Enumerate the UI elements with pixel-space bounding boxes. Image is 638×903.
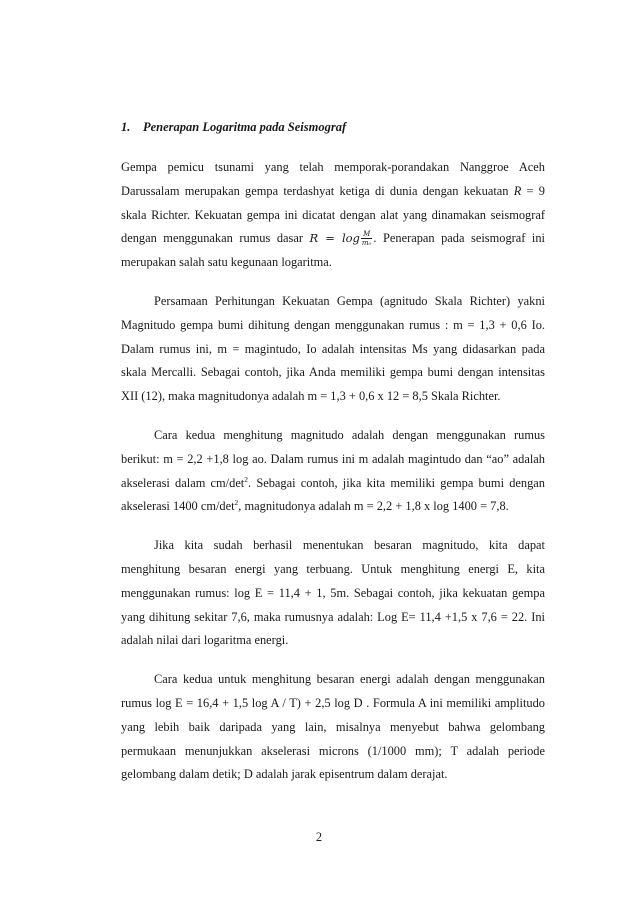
- superscript-1: 2: [244, 474, 249, 484]
- paragraph-3-text-b: . Sebagai contoh, jika kita memiliki gempa bumi dengan akselerasi 1400 cm/det: [121, 475, 545, 514]
- paragraph-4: Jika kita sudah berhasil menentukan besaran magnitudo, kita dapat menghitung besaran energi yang terbuang. Untuk menghitung energi E, kita menggunakan rumus: log E = 11,4 + 1, 5m. Sebagai contoh, jika kekuatan gempa yang dihitung sekitar 7,6, maka rumusnya adalah: Log E= 11,4 +1,5 x 7,6 = 22. Ini adalah nilai dari logaritma energi.: [121, 538, 545, 648]
- section-heading: [121, 118, 545, 136]
- fraction-numerator: M: [361, 230, 372, 239]
- page-number: 2: [315, 830, 323, 844]
- formula-lhs: R = log: [309, 231, 360, 246]
- paragraph-1-text-a: Gempa pemicu tsunami yang telah memporak-porandakan Nanggroe Aceh Darussalam merupakan gempa terdashyat ketiga di dunia dengan kekuatan: [121, 160, 545, 198]
- paragraph-1-text-b: = 9 skala Richter. Kekuatan gempa ini dicatat dengan alat yang dinamakan seismograf dengan menggunakan rumus dasar: [121, 183, 545, 246]
- formula-fraction: [361, 230, 372, 247]
- paragraph-1: [121, 156, 545, 275]
- variable-r: R: [513, 183, 522, 198]
- paragraph-3-text-a: Cara kedua menghitung magnitudo adalah dengan menggunakan rumus berikut: m = 2,2 +1,8 log ao. Dalam rumus ini m adalah magintudo dan “ao” adalah akselerasi dalam cm/det: [121, 427, 545, 490]
- paragraph-2: Persamaan Perhitungan Kekuatan Gempa (agnitudo Skala Richter) yakni Magnitudo gempa bumi dihitung dengan menggunakan rumus : m = 1,3 + 0,6 Io. Dalam rumus ini, m = magintudo, Io adalah intensitas Ms yang didasarkan pada skala Mercalli. Sebagai contoh, jika Anda memiliki gempa bumi dengan intensitas XII (12), maka magnitudonya adalah m = 1,3 + 0,6 x 12 = 8,5 Skala Richter.: [121, 293, 545, 404]
- richter-formula: [310, 231, 374, 245]
- section-number: 1.: [121, 120, 131, 134]
- paragraph-3-text-c: , magnitudonya adalah m = 2,2 + 1,8 x log 1400 = 7,8.: [238, 499, 509, 514]
- paragraph-3: [121, 424, 545, 519]
- paragraph-1-text-c: . Penerapan pada seismograf ini merupakan salah satu kegunaan logaritma.: [121, 231, 545, 270]
- page-content: [121, 118, 545, 787]
- fraction-denominator: m₀: [361, 238, 372, 247]
- section-title: Penerapan Logaritma pada Seismograf: [143, 120, 347, 134]
- paragraph-5: Cara kedua untuk menghitung besaran energi adalah dengan menggunakan rumus log E = 16,4 + 1,5 log A / T) + 2,5 log D . Formula A ini memiliki amplitudo yang lebih baik daripada yang lain, misalnya menyebut bahwa gelombang permukaan menunjukkan akselerasi microns (1/1000 mm); T adalah periode gelombang dalam detik; D adalah jarak episentrum dalam derajat.: [121, 672, 545, 782]
- superscript-2: 2: [234, 498, 239, 508]
